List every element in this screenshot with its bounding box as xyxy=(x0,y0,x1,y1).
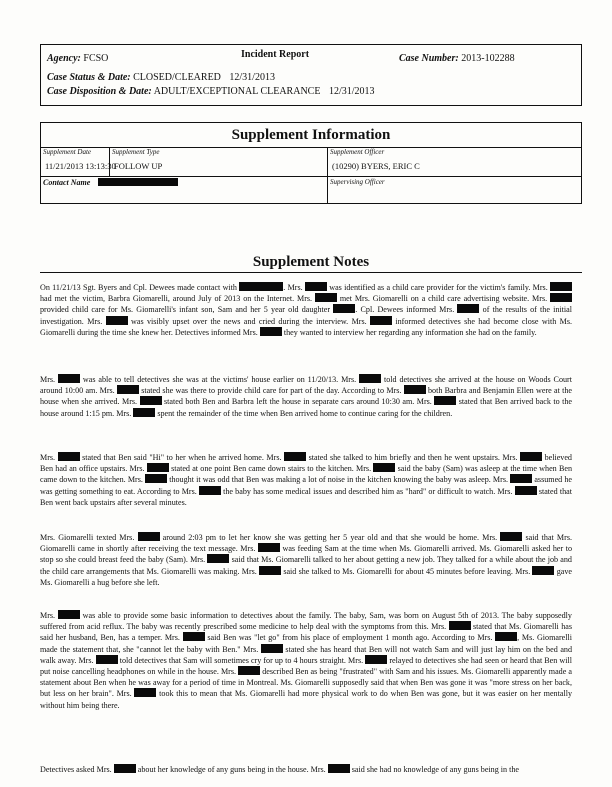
case-status-date: 12/31/2013 xyxy=(229,72,275,83)
supplement-information-title: Supplement Information xyxy=(41,123,581,148)
redaction-block xyxy=(98,178,178,186)
case-disposition-field xyxy=(47,86,375,97)
note-text: stated that Ms. Giomarelli has said her husband, Ben, has a temper. Mrs. xyxy=(40,622,572,643)
case-disposition-value: ADULT/EXCEPTIONAL CLEARANCE xyxy=(153,86,321,97)
note-text: stated at one point Ben came down stairs to the kitchen. Mrs. xyxy=(171,464,372,474)
supplement-officer-value: (10290) BYERS, ERIC C xyxy=(332,161,420,171)
case-disposition-date: 12/31/2013 xyxy=(328,86,375,97)
redaction-block xyxy=(328,764,350,773)
redaction-block xyxy=(238,666,260,675)
note-text: stated that Ben went back upstairs after several minutes. xyxy=(40,486,572,507)
redaction-block xyxy=(449,621,471,630)
note-text: spent the remainder of the time when Ben arrived home to continue caring for the children. xyxy=(157,408,453,418)
note-text: stated both Ben and Barbra left the house in separate cars around 10:30 am. Mrs. xyxy=(164,397,432,407)
case-number-label: Case Number: xyxy=(399,53,459,64)
redaction-block xyxy=(510,474,532,483)
case-number-field xyxy=(399,53,515,64)
notes-paragraph-3 xyxy=(40,452,572,508)
redaction-block xyxy=(359,374,381,383)
redaction-block xyxy=(58,610,80,619)
note-text: met Mrs. Giomarelli on a child care advertising website. Mrs. xyxy=(339,294,548,304)
supplement-information-box xyxy=(40,122,582,204)
redaction-block xyxy=(500,532,522,541)
redaction-block xyxy=(404,385,426,394)
supervising-officer-cell xyxy=(330,178,570,186)
note-text: stated she has heard that Ben will not watch Sam and will just lay him on the bed and walk away. Mrs. xyxy=(40,644,573,665)
supplement-type-value: FOLLOW UP xyxy=(114,161,163,171)
note-text: was visibly upset over the news and cried during the interview. Mrs. xyxy=(131,316,367,326)
note-text: was identified as a child care provider for the victim's family. Mrs. xyxy=(329,283,548,292)
note-text: said she had no knowledge of any guns being in the xyxy=(351,765,519,774)
note-text: they wanted to interview her regarding any information she had on the family. xyxy=(283,327,537,337)
redaction-block xyxy=(370,316,392,325)
note-text: took this to mean that Ms. Giomarelli had more physical work to do when Ben was gone, but it was easier on her mentally without him being there. xyxy=(40,689,572,710)
redaction-block xyxy=(261,644,283,653)
notes-paragraph-1: On 11/21/13 Sgt. Byers and Cpl. Dewees made contact with . Mrs. was identified as a child care provider for the victim's family. Mrs. had met the victim, Barbra Giomarelli, around July of 2013 on the Internet. Mrs. met Mrs. Giomarelli on a child care advertising website. Mrs. provided child care for Ms. Giomarelli's infant son, Sam and her 5 year old daughter . Cpl. Dewees informed Mrs. of the results of the initial investigation. Mrs. was visibly upset over the news and cried during the interview. Mrs. informed detectives she had become close with Ms. Giomarelli during the time she knew her. Detectives informed Mrs. they wanted to interview her regarding any information she had on the family. xyxy=(40,283,573,337)
redaction-block xyxy=(58,452,80,461)
redaction-block xyxy=(207,554,229,563)
redaction-block xyxy=(260,327,282,336)
note-text: said the baby (Sam) was asleep at the time when Ben came down to the kitchen. Mrs. xyxy=(40,464,572,485)
note-text: gave Ms. Giomarelli a hug before she left. xyxy=(40,566,573,587)
redaction-block xyxy=(520,452,542,461)
supplement-officer-label: Supplement Officer xyxy=(330,148,385,156)
contact-name-label: Contact Name xyxy=(43,178,91,187)
supplement-type-label: Supplement Type xyxy=(112,148,160,156)
redaction-block xyxy=(259,566,281,575)
agency-field xyxy=(47,53,108,64)
note-text: stated she was there to provide child care for part of the day. According to Mrs. xyxy=(141,386,402,396)
note-text: Mrs. xyxy=(40,611,56,620)
redaction-block xyxy=(138,532,160,541)
redaction-block xyxy=(457,304,479,313)
supplement-date-cell xyxy=(43,148,107,156)
note-text: provided child care for Ms. Giomarelli's infant son, Sam and her 5 year old daughter xyxy=(40,305,331,315)
note-text: Detectives asked Mrs. xyxy=(40,765,112,774)
note-text: was feeding Sam at the time when Ms. Giomarelli arrived. Ms. Giomarelli asked her to stop so she could breast feed the baby (Sam). Mrs. xyxy=(40,544,573,565)
notes-title-rule xyxy=(40,272,582,273)
note-text: said that Ms. Giomarelli talked to her about getting a new job. They talked for a while about the job and the child care arrangements that Ms. Giomarelli was making. Mrs. xyxy=(40,555,572,576)
note-text: of the results of the initial investigation. Mrs. xyxy=(40,305,573,326)
case-disposition-label: Case Disposition & Date: xyxy=(47,86,152,97)
note-text: thought it was odd that Ben was making a lot of noise in the kitchen knowing the baby was asleep. Mrs. xyxy=(169,475,509,485)
redaction-block xyxy=(183,632,205,641)
redaction-block xyxy=(58,374,80,383)
contact-name-cell xyxy=(43,178,323,187)
note-text: said that Mrs. Giomarelli came in shortly after receiving the text message. Mrs. xyxy=(40,533,572,554)
note-text: said she talked to Ms. Giomarelli for about 45 minutes before leaving. Mrs. xyxy=(283,566,531,576)
note-text: stated she talked to him briefly and then he went upstairs. Mrs. xyxy=(308,453,518,462)
redaction-block xyxy=(145,474,167,483)
note-text: had met the victim, Barbra Giomarelli, around July of 2013 on the Internet. Mrs. xyxy=(40,294,313,304)
redaction-block xyxy=(106,316,128,325)
redaction-block xyxy=(495,632,517,641)
redaction-block xyxy=(284,452,306,461)
note-text: assumed he was getting something to eat. According to Mrs. xyxy=(40,475,572,496)
note-text: relayed to detectives she had seen or heard that Ben will put noise cancelling headphones on while in the house. Mrs. xyxy=(40,655,572,677)
redaction-block xyxy=(550,293,572,302)
row-divider xyxy=(41,203,581,204)
redaction-block xyxy=(305,282,327,291)
note-text: stated that Ben said "Hi" to her when he arrived home. Mrs. xyxy=(82,453,282,462)
note-text: Mrs. Giomarelli texted Mrs. xyxy=(40,533,135,542)
redaction-block xyxy=(365,655,387,664)
row-divider xyxy=(41,176,581,177)
case-status-value: CLOSED/CLEARED xyxy=(133,72,221,83)
supplement-officer-cell xyxy=(330,148,570,156)
report-title: Incident Report xyxy=(241,49,310,60)
supplement-date-value: 11/21/2013 13:13:30 xyxy=(45,161,116,171)
redaction-block xyxy=(434,396,456,405)
note-text: said Ben was "let go" from his place of employment 1 month ago. According to Mrs. xyxy=(207,633,493,643)
note-text: Mrs. xyxy=(287,283,303,292)
agency-label: Agency: xyxy=(47,53,81,64)
notes-paragraph-6 xyxy=(40,764,572,775)
redaction-block xyxy=(258,543,280,552)
redaction-block xyxy=(117,385,139,394)
supplement-type-cell xyxy=(112,148,312,156)
supplement-date-label: Supplement Date xyxy=(43,148,92,156)
redaction-block xyxy=(134,688,156,697)
redaction-block xyxy=(147,463,169,472)
note-text: both Barbra and Benjamin Ellen were at the house when she arrived. Mrs. xyxy=(40,386,573,407)
supervising-officer-label: Supervising Officer xyxy=(330,178,385,186)
note-text: Mrs. xyxy=(40,453,56,462)
redaction-block xyxy=(133,408,155,417)
redaction-block xyxy=(199,486,221,495)
case-status-field xyxy=(47,72,275,83)
note-text: stated that Ben arrived back to the house around 1:15 pm. Mrs. xyxy=(40,397,572,418)
notes-paragraph-2 xyxy=(40,374,572,419)
redaction-block xyxy=(550,282,572,291)
note-text: told detectives that Sam will sometimes cry for up to 4 hours straight. Mrs. xyxy=(119,655,364,665)
note-text: Cpl. Dewees informed Mrs. xyxy=(360,305,455,315)
note-text: On 11/21/13 Sgt. Byers and Cpl. Dewees made contact with xyxy=(40,283,237,292)
agency-value: FCSO xyxy=(83,53,109,64)
note-text: told detectives she arrived at the house on Woods Court around 10:00 am. Mrs. xyxy=(40,375,572,396)
note-text: described Ben as being "frustrated" with Sam and his issues. Ms. Giomarelli apparently made a statement about Ben when he was away for a period of time in Montreal. Ms. Giomarelli supposedly said that when Ben was gone it was "more stress on her back, but less on her brain". Mrs. xyxy=(40,667,572,699)
supplement-notes-title: Supplement Notes xyxy=(252,254,370,270)
redaction-block xyxy=(532,566,554,575)
redaction-block xyxy=(373,463,395,472)
note-text: Ms. Giomarelli made the statement that, she "cannot let the baby with Ben." Mrs. xyxy=(40,633,573,654)
redaction-block xyxy=(239,282,283,291)
redaction-block xyxy=(315,293,337,302)
notes-paragraph-5: Mrs. was able to provide some basic information to detectives about the family. The baby, Sam, was born on August 5th of 2013. The baby supposedly suffered from acid reflux. The baby was recently prescribed some medicine to help deal with the symptoms from this. Mrs. stated that Ms. Giomarelli has said her husband, Ben, has a temper. Mrs. said Ben was "let go" from his place of employment 1 month ago. According to Mrs. , Ms. Giomarelli made the statement that, she "cannot let the baby with Ben." Mrs. stated she has heard that Ben will not watch Sam and will just lay him on the bed and walk away. Mrs. told detectives that Sam will sometimes cry for up to 4 hours straight. Mrs. relayed to detectives she had seen or heard that Ben will put noise cancelling headphones on while in the house. Mrs. described Ben as being "frustrated" with Sam and his issues. Ms. Giomarelli apparently made a statement about Ben when he was away for a period of time in Montreal. Ms. Giomarelli supposedly said that when Ben was gone it was "more stress on her back, but less on her brain". Mrs. took this to mean that Ms. Giomarelli had more physical work to do when Ben was gone, but it was easier on her mentally without him being there. xyxy=(40,611,573,710)
redaction-block xyxy=(515,486,537,495)
redaction-block xyxy=(96,655,118,664)
note-text: was able to provide some basic information to detectives about the family. The baby, Sam, was born on August 5th of 2013. The baby supposedly suffered from acid reflux. The baby was recently prescribed some medicine to help deal with the symptoms from this. Mrs. xyxy=(40,611,572,632)
redaction-block xyxy=(333,304,355,313)
note-text: the baby has some medical issues and described him as "hard" or difficult to watch. Mrs. xyxy=(223,486,513,496)
report-header xyxy=(40,44,582,106)
note-text: believed Ben had an office upstairs. Mrs. xyxy=(40,453,572,474)
notes-paragraph-4 xyxy=(40,532,572,588)
redaction-block xyxy=(114,764,136,773)
case-number-value: 2013-102288 xyxy=(461,53,515,64)
note-text: Mrs. xyxy=(40,375,56,384)
note-text: about her knowledge of any guns being in the house. Mrs. xyxy=(137,765,326,774)
note-text: was able to tell detectives she was at the victims' house earlier on 11/20/13. Mrs. xyxy=(82,375,357,384)
note-text: around 2:03 pm to let her know she was getting her 5 year old and that she would be home. Mrs. xyxy=(162,533,498,542)
case-status-label: Case Status & Date: xyxy=(47,72,131,83)
redaction-block xyxy=(140,396,162,405)
note-text: informed detectives she had become close with Ms. Giomarelli during the time she knew her. Detectives informed Mrs. xyxy=(40,316,572,337)
